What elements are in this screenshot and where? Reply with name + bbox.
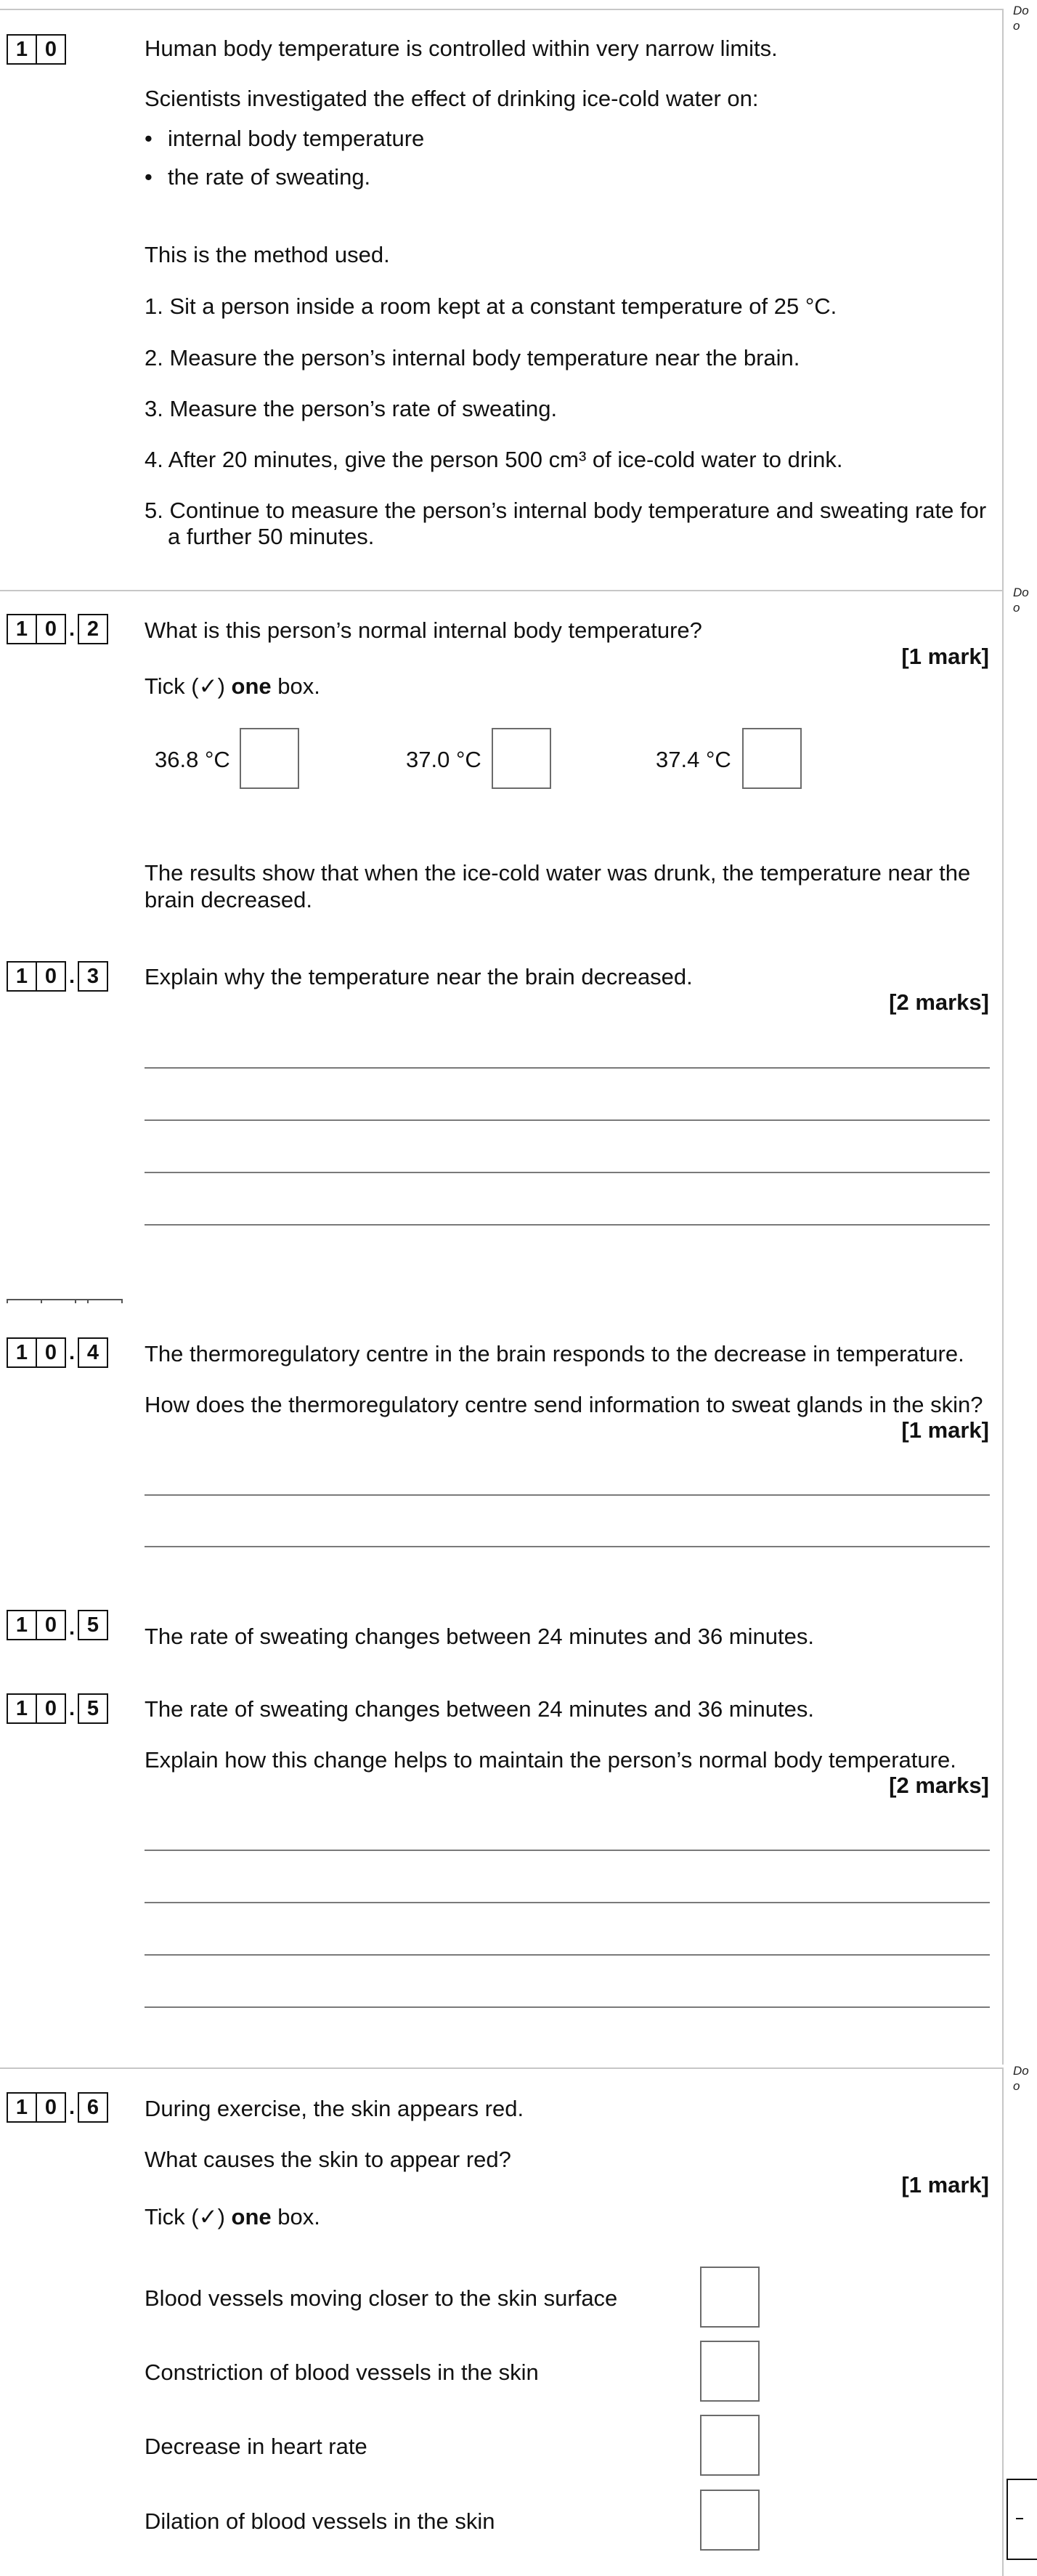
investigation-text: Scientists investigated the effect of drinking ice-cold water on:	[145, 86, 759, 111]
tick-prefix: Tick (✓)	[145, 2204, 232, 2229]
margin-note-line: Do	[1013, 586, 1029, 599]
margin-note-line: o	[1013, 19, 1020, 33]
question-digit: 0	[36, 1610, 66, 1640]
margin-note	[1013, 3, 1027, 33]
question-dot: .	[68, 1340, 76, 1364]
marks-label: [2 marks]	[889, 1773, 989, 1798]
method-step: 1. Sit a person inside a room kept at a constant temperature of 25 °C.	[145, 293, 837, 319]
method-step: 5. Continue to measure the person’s internal body temperature and sweating rate for	[145, 498, 987, 523]
margin-rule-2	[1002, 590, 1004, 1302]
page-rule-4	[0, 2067, 1002, 2069]
answer-line[interactable]	[145, 1119, 990, 1121]
margin-note	[1013, 585, 1027, 615]
page-top-rule	[0, 9, 1002, 10]
tick-box[interactable]	[700, 2490, 760, 2551]
tick-instruction	[145, 2203, 320, 2230]
tick-box[interactable]	[742, 728, 802, 789]
cropped-box-tick	[75, 1299, 76, 1303]
tick-instruction	[145, 673, 320, 700]
question-dot: .	[68, 964, 76, 988]
results-text: The results show that when the ice-cold water was drunk, the temperature near the brain decreased.	[145, 860, 971, 913]
tick-emphasis: one	[231, 2204, 272, 2229]
method-step: 4. After 20 minutes, give the person 500 cm³ of ice-cold water to drink.	[145, 447, 843, 472]
question-digit: 1	[7, 1610, 37, 1640]
tick-suffix: box.	[271, 2204, 320, 2229]
tick-box[interactable]	[700, 2341, 760, 2402]
statement-text: The thermoregulatory centre in the brain responds to the decrease in temperature.	[145, 1341, 964, 1366]
question-digit: 0	[36, 34, 66, 65]
question-text: Explain why the temperature near the brain decreased.	[145, 964, 693, 989]
tick-box[interactable]	[240, 728, 299, 789]
tick-prefix: Tick (✓)	[145, 673, 232, 699]
question-dot: .	[68, 2095, 76, 2119]
margin-note-line: o	[1013, 601, 1020, 615]
question-digit: 1	[7, 1337, 37, 1368]
margin-note-line: Do	[1013, 2064, 1029, 2078]
question-digit: 6	[78, 2092, 108, 2123]
answer-line[interactable]	[145, 1172, 990, 1173]
method-step: 2. Measure the person’s internal body temperature near the brain.	[145, 345, 800, 370]
question-digit: 0	[36, 1693, 66, 1724]
cropped-box-tick	[121, 1299, 123, 1303]
question-digit: 1	[7, 614, 37, 644]
answer-line[interactable]	[145, 2006, 990, 2008]
option-label: Dilation of blood vessels in the skin	[145, 2508, 495, 2534]
option-label: Blood vessels moving closer to the skin surface	[145, 2285, 618, 2311]
margin-note	[1013, 2063, 1027, 2094]
question-number-10-6	[7, 2093, 108, 2122]
margin-rule-1	[1002, 9, 1004, 590]
tick-suffix: box.	[271, 673, 320, 699]
question-digit: 1	[7, 1693, 37, 1724]
cropped-box-tick	[41, 1299, 42, 1303]
cropped-box-edge	[7, 1299, 123, 1303]
question-number-10-4	[7, 1338, 108, 1367]
question-digit: 0	[36, 961, 66, 992]
marks-label: [1 mark]	[901, 644, 989, 669]
question-dot: .	[68, 617, 76, 641]
answer-line[interactable]	[145, 1546, 990, 1547]
corner-mark-dash	[1016, 2518, 1023, 2519]
marks-label: [1 mark]	[901, 1417, 989, 1443]
question-number-10-3	[7, 962, 108, 991]
question-text: What is this person’s normal internal body temperature?	[145, 617, 702, 643]
question-digit: 0	[36, 614, 66, 644]
answer-line[interactable]	[145, 1067, 990, 1069]
answer-line[interactable]	[145, 1850, 990, 1851]
statement-text: The rate of sweating changes between 24 minutes and 36 minutes.	[145, 1624, 814, 1649]
marks-label: [2 marks]	[889, 989, 989, 1015]
option-label: Decrease in heart rate	[145, 2434, 367, 2459]
question-text: How does the thermoregulatory centre send information to sweat glands in the skin?	[145, 1392, 983, 1417]
question-digit: 1	[7, 2092, 37, 2123]
answer-line[interactable]	[145, 1494, 990, 1496]
page-rule-2	[0, 590, 1002, 591]
question-digit: 1	[7, 34, 37, 65]
question-digit: 1	[7, 961, 37, 992]
question-text: Explain how this change helps to maintain the person’s normal body temperature.	[145, 1747, 956, 1773]
answer-line[interactable]	[145, 1902, 990, 1903]
question-dot: .	[68, 1696, 76, 1720]
question-text: What causes the skin to appear red?	[145, 2147, 511, 2172]
question-digit: 2	[78, 614, 108, 644]
question-dot: .	[68, 1616, 76, 1640]
question-digit: 3	[78, 961, 108, 992]
option-label: 36.8 °C	[155, 747, 230, 772]
method-intro: This is the method used.	[145, 242, 390, 267]
tick-box[interactable]	[700, 2267, 760, 2328]
marks-label: [1 mark]	[901, 2172, 989, 2198]
tick-box[interactable]	[700, 2415, 760, 2476]
bullet-item: • internal body temperature	[145, 125, 424, 152]
question-digit: 5	[78, 1693, 108, 1724]
question-digit: 0	[36, 1337, 66, 1368]
method-step: 3. Measure the person’s rate of sweating.	[145, 396, 558, 421]
tick-box[interactable]	[492, 728, 551, 789]
statement-text: During exercise, the skin appears red.	[145, 2096, 524, 2121]
option-label: 37.0 °C	[406, 747, 481, 772]
question-digit: 0	[36, 2092, 66, 2123]
question-number-10-2	[7, 615, 108, 644]
question-digit: 4	[78, 1337, 108, 1368]
question-number-10	[7, 35, 66, 64]
margin-rule-4	[1002, 2067, 1004, 2576]
method-step: a further 50 minutes.	[168, 524, 375, 549]
corner-mark-box	[1006, 2479, 1037, 2560]
answer-line[interactable]	[145, 1224, 990, 1226]
cropped-box-tick	[87, 1299, 89, 1303]
statement-text: The rate of sweating changes between 24 minutes and 36 minutes.	[145, 1696, 814, 1722]
question-number-10-5	[7, 1694, 108, 1723]
option-label: Constriction of blood vessels in the skin	[145, 2360, 539, 2385]
margin-note-line: Do	[1013, 4, 1029, 17]
tick-emphasis: one	[231, 673, 272, 699]
question-number-10-5-cropped	[7, 1613, 108, 1640]
bullet-item: • the rate of sweating.	[145, 163, 370, 190]
option-label: 37.4 °C	[656, 747, 731, 772]
cropped-box-tick	[7, 1299, 8, 1303]
margin-rule-3	[1002, 1302, 1004, 2065]
question-digit: 5	[78, 1610, 108, 1640]
answer-line[interactable]	[145, 1954, 990, 1956]
intro-text: Human body temperature is controlled within very narrow limits.	[145, 36, 778, 61]
margin-note-line: o	[1013, 2079, 1020, 2093]
